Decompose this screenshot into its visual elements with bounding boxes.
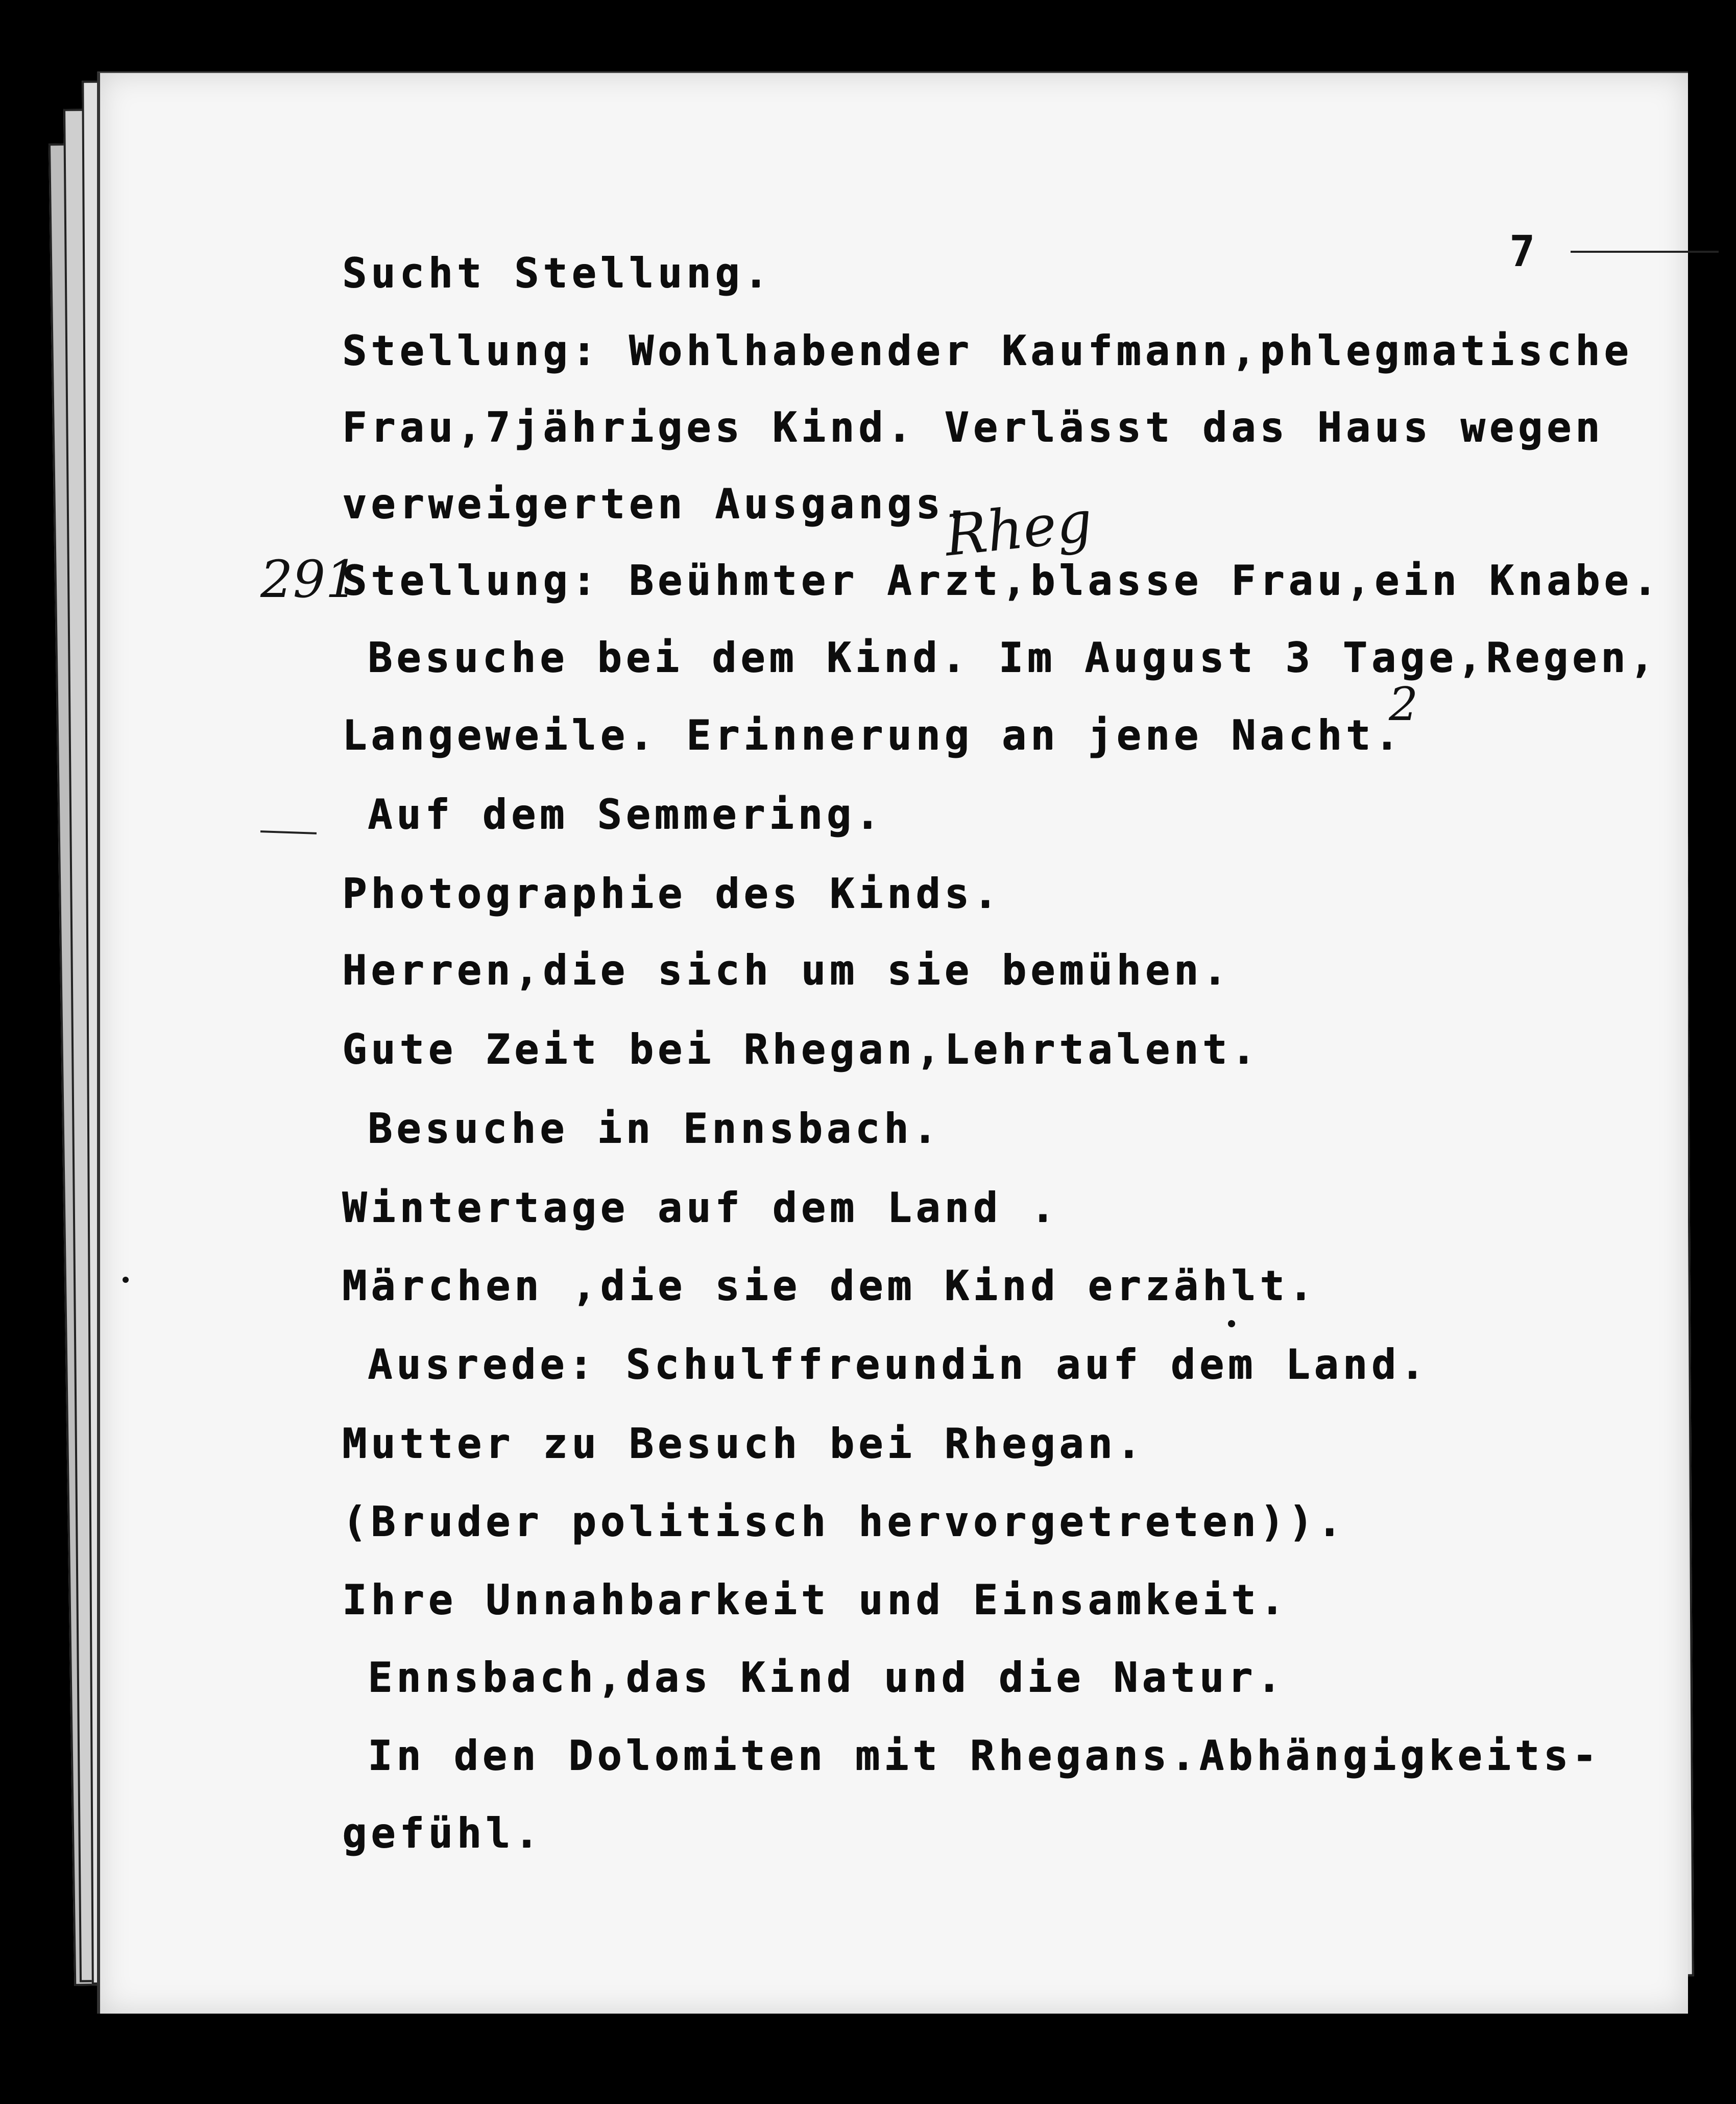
text-line-14: Märchen ,die sie dem Kind erzählt. — [342, 1262, 1317, 1309]
text-line-12: Besuche in Ennsbach. — [368, 1105, 942, 1152]
handwritten-side-mark: 2 — [1389, 678, 1418, 731]
text-line-10: Herren,die sich um sie bemühen. — [342, 946, 1232, 994]
text-line-5: Stellung: Beühmter Arzt,blasse Frau,ein Knabe. — [342, 557, 1661, 604]
text-line-7: Langeweile. Erinnerung an jene Nacht. — [342, 711, 1404, 759]
ink-speck — [123, 1277, 129, 1283]
text-line-3: Frau,7jähriges Kind. Verlässt das Haus wegen — [342, 403, 1604, 451]
page-number: 7 — [1509, 226, 1535, 276]
page-number-underline — [1571, 251, 1719, 253]
text-line-15: Ausrede: Schulffreundin auf dem Land. — [368, 1341, 1429, 1388]
ink-speck — [1228, 1320, 1235, 1327]
text-line-2: Stellung: Wohlhabender Kaufmann,phlegmatische — [342, 327, 1633, 374]
text-line-16: Mutter zu Besuch bei Rhegan. — [342, 1420, 1145, 1467]
text-line-18: Ihre Unnahbarkeit und Einsamkeit. — [342, 1576, 1289, 1623]
text-line-21: gefühl. — [342, 1809, 543, 1857]
text-line-1: Sucht Stellung. — [342, 249, 773, 297]
text-line-6: Besuche bei dem Kind. Im August 3 Tage,Regen, — [368, 634, 1658, 681]
text-line-8: Auf dem Semmering. — [368, 791, 884, 838]
text-line-9: Photographie des Kinds. — [342, 870, 1002, 917]
text-line-17: (Bruder politisch hervorgetreten)). — [342, 1498, 1346, 1545]
handwritten-annotation-top: Rheg — [942, 488, 1096, 569]
text-line-20: In den Dolomiten mit Rhegans.Abhängigkeits- — [368, 1732, 1601, 1779]
handwritten-margin-number: 291 — [260, 549, 358, 609]
text-line-4: verweigerten Ausgangs. — [342, 480, 973, 528]
text-line-11: Gute Zeit bei Rhegan,Lehrtalent. — [342, 1025, 1260, 1073]
text-line-19: Ennsbach,das Kind und die Natur. — [368, 1654, 1286, 1701]
text-line-13: Wintertage auf dem Land . — [342, 1184, 1059, 1231]
